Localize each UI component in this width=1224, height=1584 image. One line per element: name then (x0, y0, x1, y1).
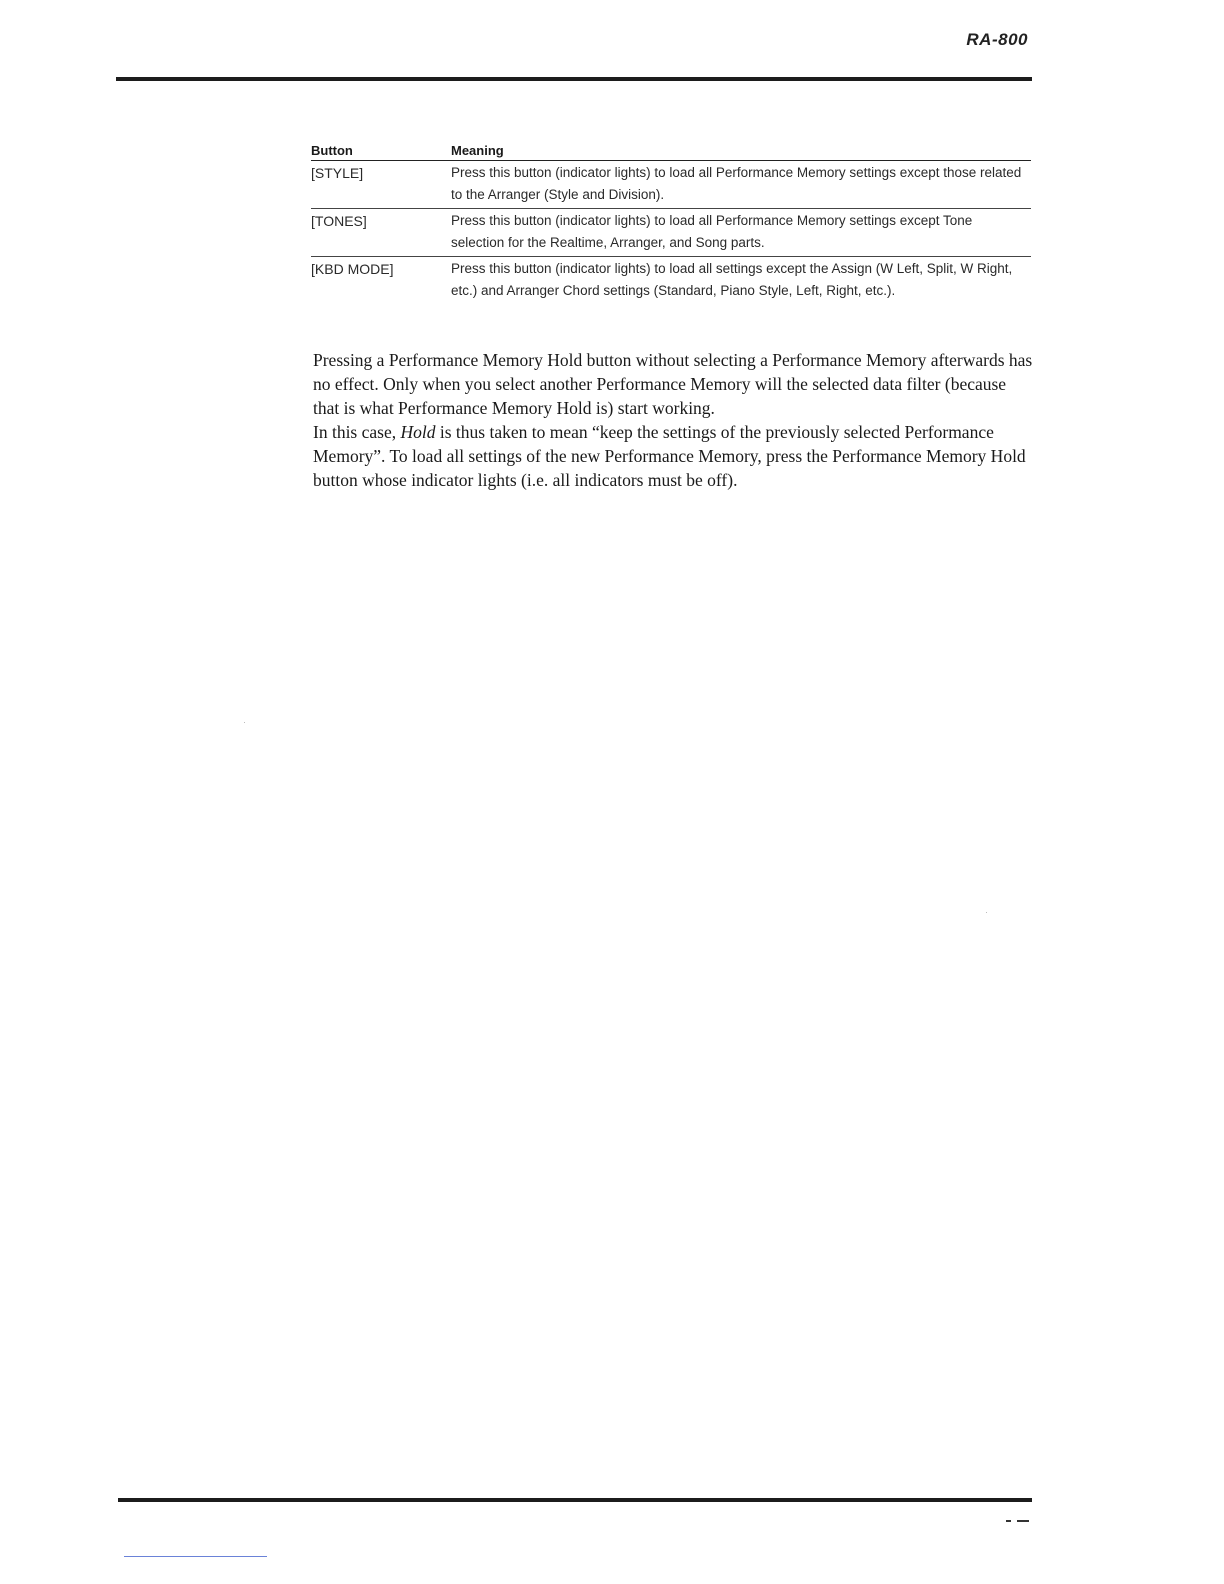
manual-model-title: RA-800 (966, 30, 1028, 49)
page-marker (1006, 1515, 1030, 1525)
row-button-kbd-mode: [KBD MODE] (311, 261, 394, 277)
paragraph-hold-meaning (313, 420, 1033, 492)
table-header (311, 142, 1031, 161)
row-button-style: [STYLE] (311, 165, 364, 181)
paragraph-hold-before: In this case, (313, 422, 401, 442)
header-button: Button (311, 143, 353, 158)
paragraph-hold-after: is thus taken to mean “keep the settings of the previously selected Performance Memory”. To load all settings of the new Performance Memory, press the Performance Memory Hold button whose indicator lights (i.e. all indicators must be off). (313, 422, 1026, 490)
row-meaning-kbd-mode: Press this button (indicator lights) to load all settings except the Assign (W Left, Split, W Right, etc.) and Arranger Chord settings (Standard, Piano Style, Left, Right, etc.). (451, 261, 1013, 298)
header-rule (116, 77, 1032, 81)
row-button-tones: [TONES] (311, 213, 367, 229)
body-text (313, 348, 1033, 492)
row-meaning-style: Press this button (indicator lights) to load all Performance Memory settings except those related to the Arranger (Style and Division). (451, 165, 1022, 202)
row-meaning-tones: Press this button (indicator lights) to load all Performance Memory settings except Tone selection for the Realtime, Arranger, and Song parts. (451, 213, 973, 250)
table-row (311, 161, 1031, 209)
footer-rule (118, 1498, 1032, 1502)
scan-edge-line (124, 1556, 267, 1557)
header-meaning: Meaning (451, 143, 504, 158)
paragraph-hold-no-effect: Pressing a Performance Memory Hold button without selecting a Performance Memory afterwards has no effect. Only when you select another Performance Memory will the selected data filter (because that is what Performance Memory Hold is) start working. (313, 350, 1033, 418)
hold-emphasis: Hold (400, 422, 436, 442)
table-row (311, 257, 1031, 304)
scan-speck (986, 912, 987, 913)
button-meaning-table (311, 142, 1031, 304)
scan-speck (244, 722, 245, 723)
table-row (311, 209, 1031, 257)
